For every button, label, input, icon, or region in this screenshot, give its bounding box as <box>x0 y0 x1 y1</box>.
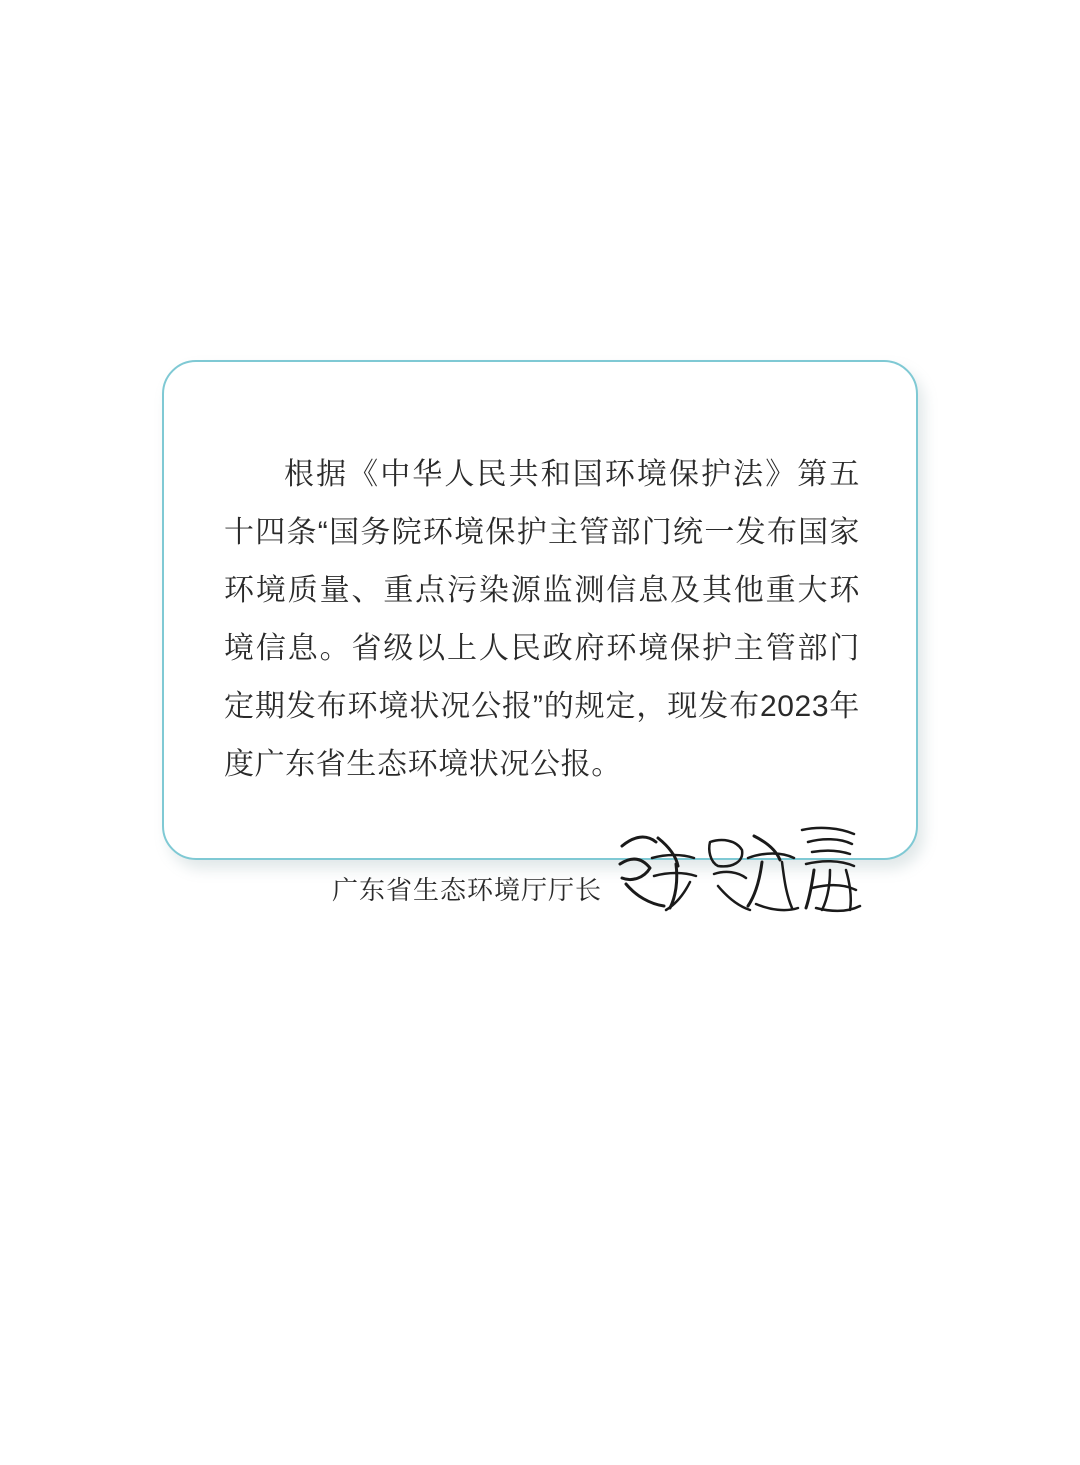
handwritten-signature-icon <box>606 812 866 922</box>
statement-card <box>162 360 918 905</box>
signature-label: 广东省生态环境厅厅长 <box>332 875 603 905</box>
statement-card-content <box>224 416 860 934</box>
signature-block <box>224 824 860 934</box>
statement-paragraph: 根据《中华人民共和国环境保护法》第五十四条“国务院环境保护主管部门统一发布国家环境质量、重点污染源监测信息及其他重大环境信息。省级以上人民政府环境保护主管部门定期发布环境状况公报”的规定，现发布2023年度广东省生态环境状况公报。 <box>224 458 860 781</box>
